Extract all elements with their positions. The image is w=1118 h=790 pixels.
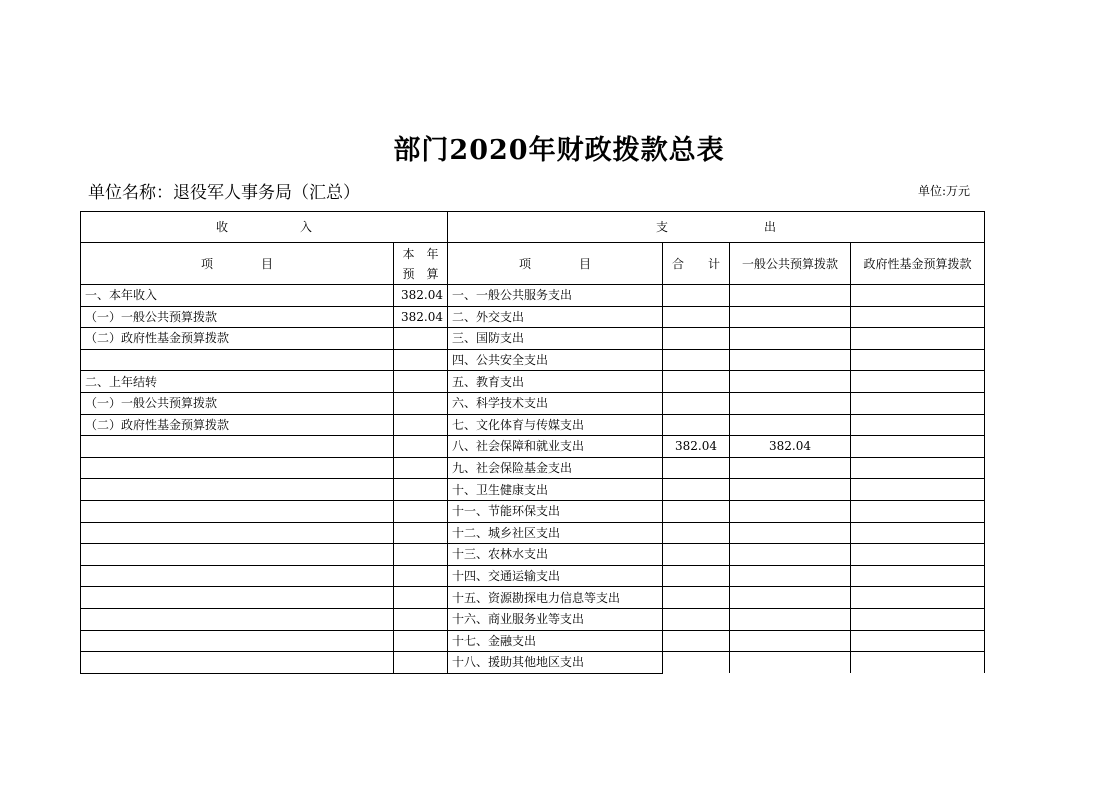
total-value-cell	[663, 371, 730, 393]
header-row-1	[81, 212, 985, 243]
income-value-cell	[394, 414, 448, 436]
table-row	[81, 500, 985, 522]
fund-value-cell	[851, 306, 985, 328]
income-item-cell	[81, 608, 394, 630]
income-item-header: 项 目	[81, 243, 394, 285]
general-value-cell	[730, 371, 851, 393]
table-row	[81, 630, 985, 652]
income-item-cell	[81, 457, 394, 479]
expense-header: 支 出	[448, 212, 985, 243]
income-item-cell	[81, 544, 394, 566]
unit-name: 单位名称：退役军人事务局（汇总）	[88, 183, 360, 203]
expense-item-cell: 二、外交支出	[448, 306, 663, 328]
table-row	[81, 565, 985, 587]
general-value-cell	[730, 392, 851, 414]
total-value-cell	[663, 414, 730, 436]
total-value-cell	[663, 349, 730, 371]
table-row	[81, 328, 985, 350]
table-row	[81, 285, 985, 307]
income-item-cell	[81, 479, 394, 501]
total-value-cell	[663, 457, 730, 479]
general-value-cell	[730, 479, 851, 501]
header-row-2	[81, 243, 985, 285]
table-row	[81, 457, 985, 479]
fund-value-cell	[851, 522, 985, 544]
income-item-cell: （二）政府性基金预算拨款	[81, 414, 394, 436]
expense-item-cell: 十三、农林水支出	[448, 544, 663, 566]
fund-budget-header: 政府性基金预算拨款	[851, 243, 985, 285]
total-value-cell	[663, 522, 730, 544]
table-row	[81, 608, 985, 630]
budget-header-line1: 本 年	[402, 246, 439, 261]
total-value-cell	[663, 630, 730, 652]
fund-value-cell	[851, 587, 985, 609]
fund-value-cell	[851, 630, 985, 652]
income-item-cell	[81, 522, 394, 544]
total-value-cell	[663, 392, 730, 414]
table-row	[81, 436, 985, 458]
general-value-cell	[730, 500, 851, 522]
expense-item-cell: 十一、节能环保支出	[448, 500, 663, 522]
table-row	[81, 544, 985, 566]
income-value-cell	[394, 608, 448, 630]
income-value-cell	[394, 587, 448, 609]
income-value-cell: 382.04	[394, 285, 448, 307]
table-row	[81, 349, 985, 371]
table-row	[81, 522, 985, 544]
income-value-cell	[394, 436, 448, 458]
expense-item-header: 项 目	[448, 243, 663, 285]
fund-value-cell	[851, 544, 985, 566]
fund-value-cell	[851, 436, 985, 458]
general-value-cell	[730, 349, 851, 371]
table-row	[81, 479, 985, 501]
general-value-cell	[730, 565, 851, 587]
income-item-cell: （一）一般公共预算拨款	[81, 392, 394, 414]
expense-item-cell: 十六、商业服务业等支出	[448, 608, 663, 630]
income-value-cell	[394, 328, 448, 350]
general-value-cell	[730, 285, 851, 307]
general-value-cell	[730, 630, 851, 652]
total-value-cell	[663, 479, 730, 501]
expense-item-cell: 十四、交通运输支出	[448, 565, 663, 587]
general-value-cell	[730, 457, 851, 479]
general-budget-header: 一般公共预算拨款	[730, 243, 851, 285]
income-item-cell	[81, 630, 394, 652]
budget-table	[80, 211, 985, 674]
income-value-cell	[394, 457, 448, 479]
fund-value-cell	[851, 349, 985, 371]
income-value-cell	[394, 522, 448, 544]
budget-header	[394, 243, 448, 285]
income-value-cell	[394, 500, 448, 522]
expense-item-cell: 九、社会保险基金支出	[448, 457, 663, 479]
income-item-cell	[81, 500, 394, 522]
expense-item-cell: 十、卫生健康支出	[448, 479, 663, 501]
income-item-cell: 一、本年收入	[81, 285, 394, 307]
total-value-cell	[663, 608, 730, 630]
table-row	[81, 371, 985, 393]
income-value-cell	[394, 630, 448, 652]
fund-value-cell	[851, 457, 985, 479]
expense-item-cell: 十七、金融支出	[448, 630, 663, 652]
table-row	[81, 392, 985, 414]
fund-value-cell	[851, 392, 985, 414]
fund-value-cell	[851, 371, 985, 393]
page-title: 部门2020年财政拨款总表	[393, 135, 725, 166]
total-value-cell	[663, 544, 730, 566]
general-value-cell	[730, 608, 851, 630]
total-value-cell	[663, 306, 730, 328]
total-value-cell	[663, 500, 730, 522]
income-item-cell: 二、上年结转	[81, 371, 394, 393]
income-value-cell	[394, 544, 448, 566]
total-header: 合 计	[663, 243, 730, 285]
income-item-cell	[81, 565, 394, 587]
income-item-cell: （二）政府性基金预算拨款	[81, 328, 394, 350]
general-value-cell	[730, 306, 851, 328]
general-value-cell	[730, 587, 851, 609]
total-value-cell: 382.04	[663, 436, 730, 458]
total-value-cell	[663, 587, 730, 609]
income-item-cell: （一）一般公共预算拨款	[81, 306, 394, 328]
expense-item-cell: 四、公共安全支出	[448, 349, 663, 371]
expense-item-cell: 六、科学技术支出	[448, 392, 663, 414]
income-item-cell	[81, 349, 394, 371]
general-value-cell	[730, 522, 851, 544]
expense-item-cell: 一、一般公共服务支出	[448, 285, 663, 307]
table-row	[81, 306, 985, 328]
income-item-cell	[81, 587, 394, 609]
table-row	[81, 587, 985, 609]
income-value-cell	[394, 371, 448, 393]
total-value-cell	[663, 328, 730, 350]
fund-value-cell	[851, 414, 985, 436]
income-header: 收 入	[81, 212, 448, 243]
total-value-cell	[663, 565, 730, 587]
fund-value-cell	[851, 285, 985, 307]
total-value-cell	[663, 652, 730, 674]
expense-item-cell: 十八、援助其他地区支出	[448, 652, 663, 674]
fund-value-cell	[851, 652, 985, 674]
general-value-cell	[730, 414, 851, 436]
general-value-cell	[730, 544, 851, 566]
table-row	[81, 414, 985, 436]
income-value-cell	[394, 652, 448, 674]
table-row	[81, 652, 985, 674]
income-item-cell	[81, 436, 394, 458]
total-value-cell	[663, 285, 730, 307]
fund-value-cell	[851, 565, 985, 587]
income-value-cell	[394, 479, 448, 501]
expense-item-cell: 五、教育支出	[448, 371, 663, 393]
expense-item-cell: 七、文化体育与传媒支出	[448, 414, 663, 436]
income-value-cell	[394, 565, 448, 587]
general-value-cell	[730, 652, 851, 674]
fund-value-cell	[851, 479, 985, 501]
unit-note: 单位:万元	[918, 184, 971, 198]
fund-value-cell	[851, 328, 985, 350]
income-value-cell	[394, 349, 448, 371]
expense-item-cell: 十二、城乡社区支出	[448, 522, 663, 544]
budget-header-line2: 预 算	[402, 266, 439, 281]
expense-item-cell: 三、国防支出	[448, 328, 663, 350]
income-value-cell: 382.04	[394, 306, 448, 328]
general-value-cell	[730, 328, 851, 350]
income-item-cell	[81, 652, 394, 674]
expense-item-cell: 十五、资源勘探电力信息等支出	[448, 587, 663, 609]
expense-item-cell: 八、社会保障和就业支出	[448, 436, 663, 458]
general-value-cell: 382.04	[730, 436, 851, 458]
fund-value-cell	[851, 608, 985, 630]
income-value-cell	[394, 392, 448, 414]
fund-value-cell	[851, 500, 985, 522]
